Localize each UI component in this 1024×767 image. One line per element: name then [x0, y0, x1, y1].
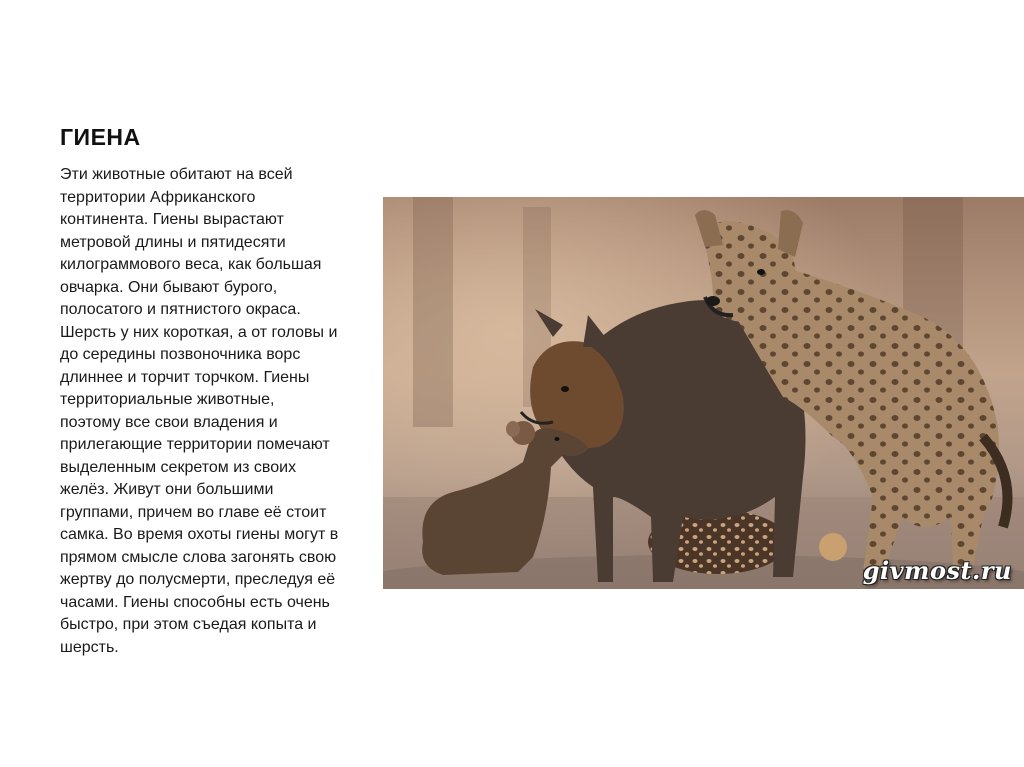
- watermark-text: givmost.ru: [862, 556, 1012, 585]
- hyena-illustration: [383, 197, 1024, 589]
- slide-body-text: Эти животные обитают на всей территории Африканского континента. Гиены вырастают метровой длины и пятидесяти килограммового веса, как большая овчарка. Они бывают бурого, полосатого и пятнистого окраса. Шерсть у них короткая, а от головы и до середины позвоночника ворс длиннее и торчит торчком. Гиены территориальные животные, поэтому все свои владения и прилегающие территории помечают выделенным секретом из своих желёз. Живут они большими группами, причем во главе её стоит самка. Во время охоты гиены могут в прямом смысле слова загонять свою жертву до полусмерти, преследуя её часами. Гиены способны есть очень быстро, при этом съедая копыта и шерсть.: [60, 166, 339, 656]
- hyena-photo: [383, 197, 1024, 589]
- slide-title: ГИЕНА: [60, 124, 141, 150]
